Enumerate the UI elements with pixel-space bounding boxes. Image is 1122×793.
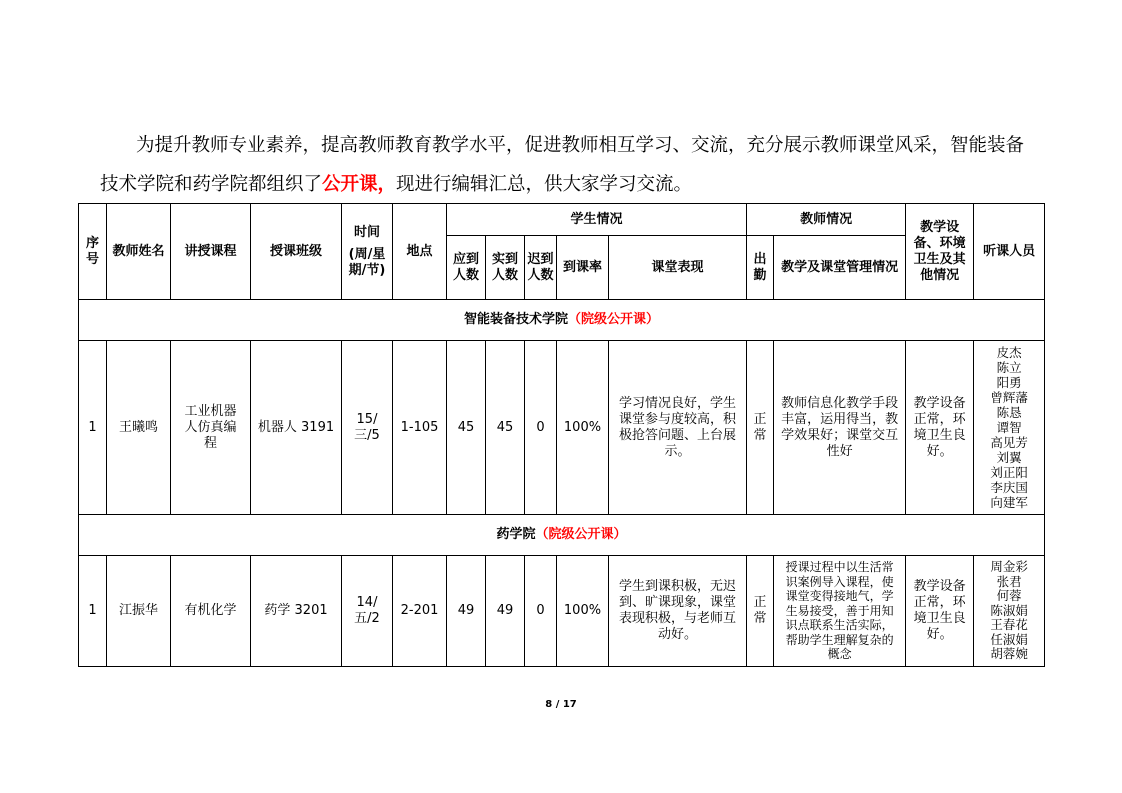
cell-teacher: 王曦鸣 bbox=[107, 341, 171, 515]
cell-management: 教师信息化教学手段丰富，运用得当，教学效果好；课堂交互性好 bbox=[774, 341, 906, 515]
cell-place: 2-201 bbox=[393, 556, 447, 667]
header-attendance: 出勤 bbox=[747, 236, 774, 300]
cell-performance: 学生到课积极，无迟到、旷课现象，课堂表现积极，与老师互动好。 bbox=[609, 556, 747, 667]
header-rate: 到课率 bbox=[557, 236, 609, 300]
page-number: 8 / 17 bbox=[545, 699, 577, 710]
cell-teacher: 江振华 bbox=[107, 556, 171, 667]
header-row-1 bbox=[79, 204, 1045, 236]
header-place: 地点 bbox=[393, 204, 447, 300]
cell-rate: 100% bbox=[557, 556, 609, 667]
cell-actual: 49 bbox=[486, 556, 525, 667]
intro-text-1: 为提升教师专业素养，提高教师教育教学水平，促进教师相互学习、交流，充分展示教师课堂风采，智能装备技术学院和药学院都组织了 bbox=[100, 135, 1025, 195]
cell-course: 有机化学 bbox=[171, 556, 251, 667]
header-teacher-group: 教师情况 bbox=[747, 204, 906, 236]
intro-paragraph bbox=[100, 126, 1030, 204]
open-class-table bbox=[78, 203, 1045, 667]
header-time-label: 时间 bbox=[353, 224, 380, 240]
cell-class: 药学 3201 bbox=[251, 556, 342, 667]
cell-listeners: 皮杰 陈立 阳勇 曾辉藩 陈恳 谭智 高见芳 刘翼 刘正阳 李庆国 向建军 bbox=[974, 341, 1045, 515]
cell-performance: 学习情况良好，学生课堂参与度较高，积极抢答问题、上台展示。 bbox=[609, 341, 747, 515]
section-title-text: 药学院 bbox=[496, 527, 536, 542]
header-class: 授课班级 bbox=[251, 204, 342, 300]
cell-rate: 100% bbox=[557, 341, 609, 515]
cell-course: 工业机器人仿真编程 bbox=[171, 341, 251, 515]
intro-highlight: 公开课， bbox=[322, 174, 397, 195]
table-row bbox=[79, 556, 1045, 667]
section-row-2 bbox=[79, 515, 1045, 556]
cell-late: 0 bbox=[525, 341, 557, 515]
cell-class: 机器人 3191 bbox=[251, 341, 342, 515]
section-title-2 bbox=[79, 515, 1045, 556]
cell-listeners: 周金彩 张君 何蓉 陈淑娟 王春花 任淑娟 胡蓉婉 bbox=[974, 556, 1045, 667]
cell-time: 14/五/2 bbox=[342, 556, 393, 667]
cell-seq: 1 bbox=[79, 556, 107, 667]
section-subtitle: （院级公开课） bbox=[568, 312, 660, 327]
header-performance: 课堂表现 bbox=[609, 236, 747, 300]
cell-time: 15/三/5 bbox=[342, 341, 393, 515]
cell-attendance: 正常 bbox=[747, 556, 774, 667]
header-equipment: 教学设备、环境卫生及其他情况 bbox=[906, 204, 974, 300]
header-time-sub: (周/星期/节) bbox=[348, 246, 386, 278]
header-late: 迟到人数 bbox=[525, 236, 557, 300]
header-course: 讲授课程 bbox=[171, 204, 251, 300]
cell-expected: 49 bbox=[447, 556, 486, 667]
cell-seq: 1 bbox=[79, 341, 107, 515]
section-subtitle: （院级公开课） bbox=[535, 527, 627, 542]
table-row bbox=[79, 341, 1045, 515]
header-student-group: 学生情况 bbox=[447, 204, 747, 236]
section-row-1 bbox=[79, 300, 1045, 341]
cell-equipment: 教学设备正常，环境卫生良好。 bbox=[906, 556, 974, 667]
cell-expected: 45 bbox=[447, 341, 486, 515]
section-title-1 bbox=[79, 300, 1045, 341]
header-listeners: 听课人员 bbox=[974, 204, 1045, 300]
header-management: 教学及课堂管理情况 bbox=[774, 236, 906, 300]
section-title-text: 智能装备技术学院 bbox=[464, 312, 569, 327]
cell-management: 授课过程中以生活常识案例导入课程，使课堂变得接地气，学生易接受，善于用知识点联系生活实际，帮助学生理解复杂的概念 bbox=[774, 556, 906, 667]
header-expected: 应到人数 bbox=[447, 236, 486, 300]
header-seq: 序号 bbox=[79, 204, 107, 300]
header-teacher: 教师姓名 bbox=[107, 204, 171, 300]
intro-text-2: 现进行编辑汇总，供大家学习交流。 bbox=[396, 174, 693, 195]
cell-attendance: 正常 bbox=[747, 341, 774, 515]
cell-late: 0 bbox=[525, 556, 557, 667]
cell-place: 1-105 bbox=[393, 341, 447, 515]
cell-actual: 45 bbox=[486, 341, 525, 515]
header-time bbox=[342, 204, 393, 300]
header-actual: 实到人数 bbox=[486, 236, 525, 300]
cell-equipment: 教学设备正常，环境卫生良好。 bbox=[906, 341, 974, 515]
